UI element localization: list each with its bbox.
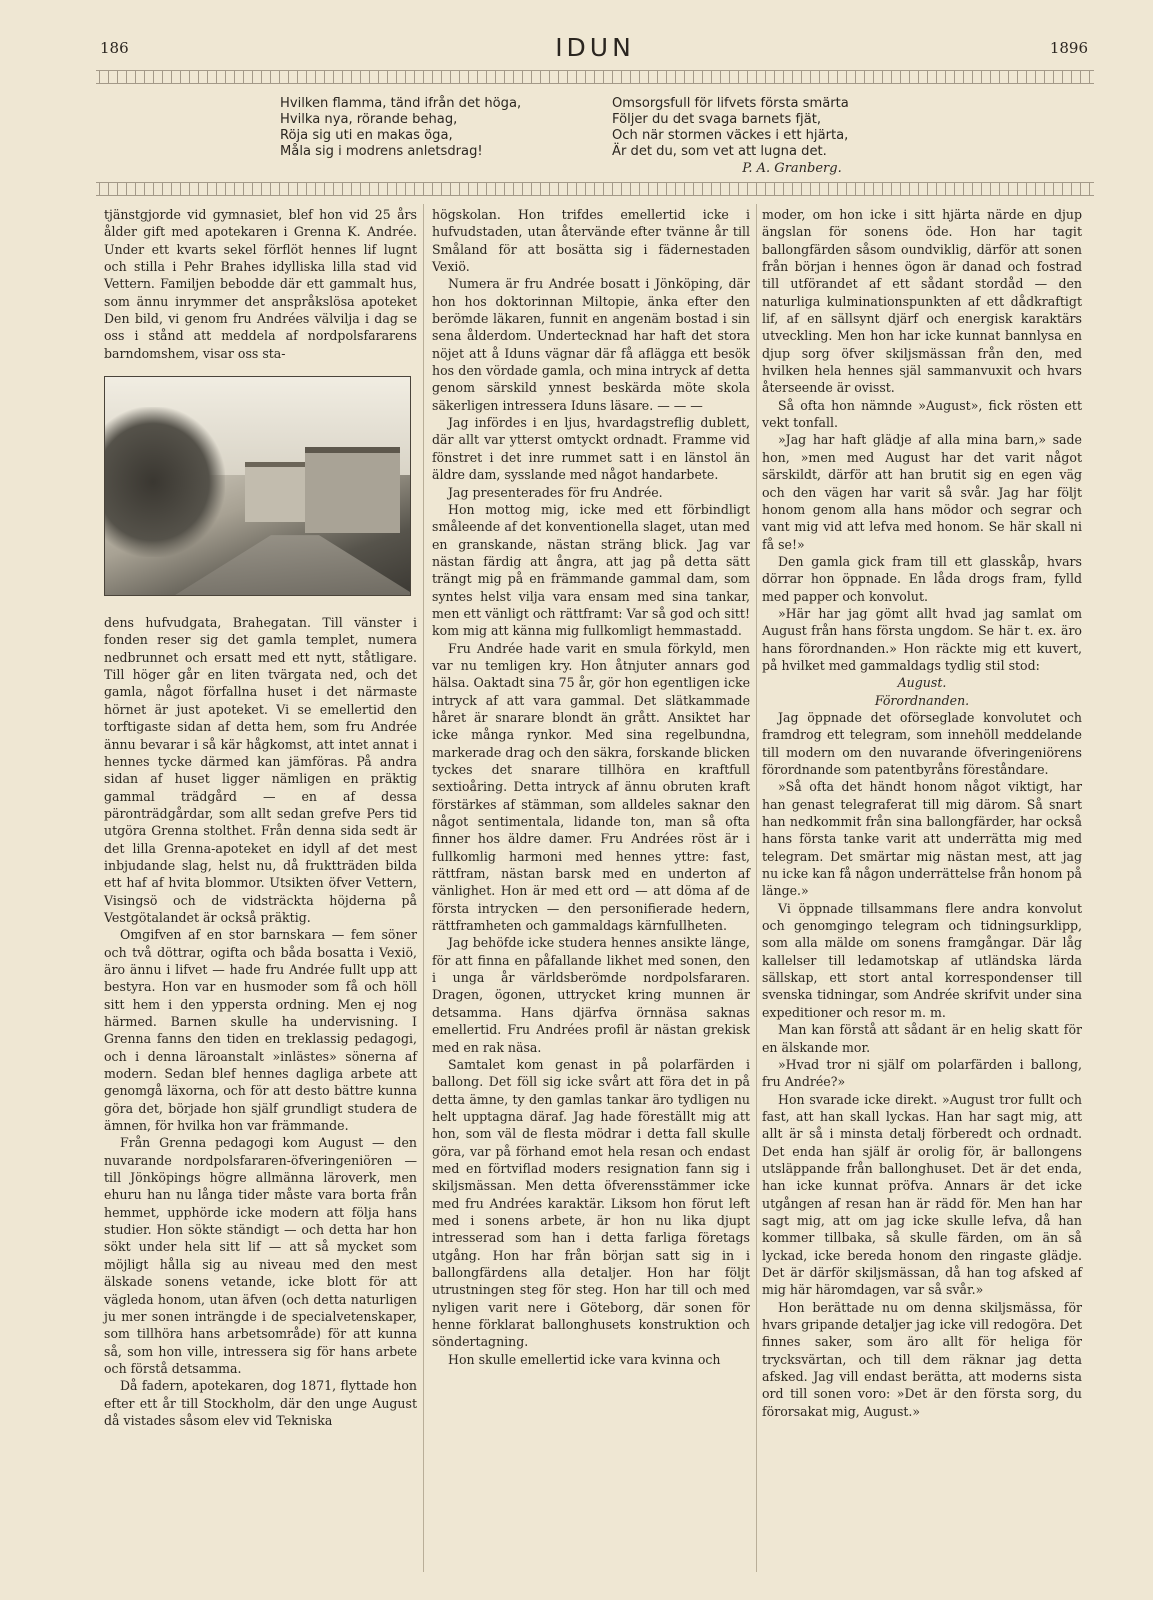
photo-grenna-street [104, 376, 411, 596]
poem-stanza-left [280, 96, 580, 160]
column-divider [423, 204, 424, 1572]
envelope-inscription: August. [897, 675, 947, 691]
paragraph: Vi öppnade tillsammans flere andra konvolut och genomgingo telegram och tidningsurklipp, som alla mälde om sonens framgångar. Där låg kallelser till ledamotskap af utländska lärda sällskap, ett stort antal korrespondenser till svenska tidningar, som Andrée skrifvit under sina expeditioner och resor m. m. [762, 900, 1082, 1020]
article-column-2 [432, 206, 750, 1368]
article-column-3 [762, 206, 1082, 1420]
paragraph: Fru Andrée hade varit en smula förkyld, men var nu temligen kry. Hon åtnjuter annars god hälsa. Oaktadt sina 75 år, gör hon egentligen icke intryck af att vara gammal. Det slätkammade håret är snarare blondt än grått. Ansiktet har icke många rynkor. Med sina regelbundna, markerade drag och den säkra, forskande blicken tyckes det snarare tillhöra en kraftfull sextioåring. Detta intryck af ännu obruten kraft förstärkes af stämman, som alldeles saknar den något sentimentala, lidande ton, man så ofta finner hos äldre damer. Fru Andrées röst är i fullkomlig harmoni med hennes yttre: fast, rättfram, nästan barsk med en underton af vänlighet. Hon är med ett ord — att döma af de första intrycken — den personifierade hedern, rättframheten och gammaldags kärnfullheten. [432, 640, 750, 934]
paragraph: tjänstgjorde vid gymnasiet, blef hon vid 25 års ålder gift med apotekaren i Grenna K. Andrée. Under ett kvarts sekel förflöt hennes lif lugnt och stilla i Pehr Brahes idylliska lilla stad vid Vettern. Familjen bebodde där ett gammalt hus, som ännu inrymmer det anspråkslösa apoteket Den bild, vi genom fru Andrées välvilja i dag se oss i stånd att meddela af nordpolsfararens barndomshem, visar oss sta- [104, 207, 417, 361]
paragraph: Hon svarade icke direkt. »August tror fullt och fast, att han skall lyckas. Han har sagt mig, att allt är så i minsta detalj förberedt och ordnadt. Det enda han själf är orolig för, är ballongens utsläppande från ballonghuset. Det är det enda, han icke kunnat pröfva. Annars är det icke utgången af resan han är rädd för. Men han har sagt mig, att om jag icke skulle lefva, då han kommer tillbaka, så skulle färden, om än så lyckad, icke bereda honom den ringaste glädje. Det är därför skiljsmässan, då han tog afsked af mig här häromdagen, var så svår.» [762, 1091, 1082, 1298]
poem-stanza-right [612, 96, 912, 177]
poem-line: Och när stormen väckes i ett hjärta, [612, 128, 849, 143]
poem-line: Måla sig i modrens anletsdrag! [280, 144, 483, 159]
paragraph: »Så ofta det händt honom något viktigt, har han genast telegraferat till mig därom. Så snart han nedkommit från sina ballongfärder, har också hans första tanke varit att underrätta mig med telegram. Det smärtar mig nästan mest, att jag nu icke kan få någon underrättelse från honom på länge.» [762, 779, 1083, 899]
paragraph: moder, om hon icke i sitt hjärta närde en djup ängslan för sonens öde. Hon har tagit ballongfärden såsom oundviklig, därför att sonen från början i hennes ögon är danad och fostrad till utförandet af ett sådant stordåd — den naturliga kulminationspunkten af ett dådkraftigt lif, af en sällsynt djärf och energisk karaktärs utveckling. Men hon har icke kunnat bannlysa en djup sorg öfver skiljsmässan från den, med hvilken hela hennes själ sammanvuxit och hvars återseende är ovisst. [762, 207, 1082, 396]
paragraph: Så ofta hon nämnde »August», fick rösten ett vekt tonfall. [762, 397, 1082, 431]
paragraph: Man kan förstå att sådant är en helig skatt för en älskande mor. [762, 1022, 1082, 1055]
paragraph: Jag öppnade det oförseglade konvolutet och framdrog ett telegram, som innehöll meddelande till modern om den nuvarande öfveringeniörens förordnande som patentbyråns föreståndare. [762, 709, 1082, 777]
paragraph: Samtalet kom genast in på polarfärden i ballong. Det föll sig icke svårt att föra det in på detta ämne, ty den gamlas tankar äro tydligen nu helt upptagna däraf. Jag hade föreställt mig att hon, som väl de flesta mödrar i detta fall skulle göra, var på förhand emot hela resan och endast med en förtviflad moders resignation fann sig i skiljsmässan. Men detta öfverensstämmer icke med fru Andrées karaktär. Liksom hon förut left med i sonens arbete, är hon nu lika djupt intresserad som han i detta farliga företags utgång. Hon har från början satt sig in i ballongfärdens alla detaljer. Hon har följt utrustningen steg för steg. Hon har till och med nyligen varit nere i Göteborg, där sonen för henne förklarat ballonghusets konstruktion och söndertagning. [432, 1056, 750, 1350]
poem-line: Omsorgsfull för lifvets första smärta [612, 96, 849, 111]
paragraph: dens hufvudgata, Brahegatan. Till vänster i fonden reser sig det gamla templet, numera nedbrunnet och ersatt med ett nytt, ståtligare. Till höger går en liten tvärgata ned, och det gamla, något förfallna huset i det närmaste hörnet är just apoteket. Vi se emellertid den torftigaste sidan af detta hem, som fru Andrée ännu bevarar i så kär hågkomst, att intet annat i hennes tycke därmed kan jämföras. På andra sidan af huset ligger nämligen en präktig gammal trädgård — en af dessa päronträdgårdar, som allt sedan grefve Pers tid utgöra Grenna stolthet. Från denna sida sedt är det lilla Grenna-apoteket en idyll af det mest inbjudande slag, helst nu, då fruktträden bilda ett haf af hvita blommor. Utsikten öfver Vettern, Visingsö och de vidsträckta höjderna på Vestgötalandet är också präktig. [104, 615, 417, 925]
column-divider [756, 204, 757, 1572]
paragraph: »Hvad tror ni själf om polarfärden i ballong, fru Andrée?» [762, 1056, 1082, 1090]
poem-line: Följer du det svaga barnets fjät, [612, 112, 822, 127]
paragraph: Då fadern, apotekaren, dog 1871, flyttade hon efter ett år till Stockholm, där den unge August då vistades såsom elev vid Tekniska [104, 1378, 417, 1428]
paragraph: Hon mottog mig, icke med ett förbindligt småleende af det konventionella slaget, utan med en granskande, nästan sträng blick. Jag var nästan färdig att ångra, att jag på detta sätt trängt mig på en främmande gammal dam, som syntes helst vilja vara ensam med sina tankar, men ett vänligt och rättframt: Var så god och sitt! kom mig att känna mig fullkomligt hemmastadd. [432, 501, 750, 639]
paragraph: Från Grenna pedagogi kom August — den nuvarande nordpolsfararen-öfveringeniören — till Jönköpings högre allmänna läroverk, men ehuru han nu långa tider måste vara borta från hemmet, upphörde icke modern att följa hans studier. Hon sökte ständigt — och detta har hon sökt under hela sitt lif — att så mycket som möjligt hålla sig au niveau med den mest älskade sonens vetande, icke blott för att vägleda honom, utan äfven (och detta naturligen ju mer sonen inträngde i de specialvetenskaper, som tillhöra hans arbetsområde) för att kunna så, som hon ville, intressera sig för hans arbete och förstå detsamma. [104, 1135, 417, 1376]
poem-line: Hvilka nya, rörande behag, [280, 112, 458, 127]
paragraph: Numera är fru Andrée bosatt i Jönköping, där hon hos doktorinnan Miltopie, änka efter den berömde läkaren, funnit en angenäm bostad i sin sena ålderdom. Undertecknad har haft det stora nöjet att å Iduns vägnar där få aflägga ett besök hos den vördade gamla, och mina intryck af detta genom särskild ynnest beskärda möte skola säkerligen intressera Iduns läsare. — — — [432, 276, 750, 413]
poem-line: Är det du, som vet att lugna det. [612, 144, 827, 159]
article-column-1 [104, 206, 417, 1429]
paragraph: Den gamla gick fram till ett glasskåp, hvars dörrar hon öppnade. En låda drogs fram, fylld med papper och konvolut. [762, 553, 1082, 604]
page-year: 1896 [1049, 39, 1088, 57]
paragraph: Hon skulle emellertid icke vara kvinna och [448, 1351, 721, 1367]
poem-signature: P. A. Granberg. [742, 161, 842, 176]
paragraph: Jag infördes i en ljus, hvardagstreflig dublett, där allt var ytterst omtyckt ordnadt. Framme vid fönstret i det inre rummet satt i en länstol än äldre dam, sysslande med något handarbete. [432, 415, 750, 483]
page-number: 186 [100, 39, 129, 57]
magazine-title: IDUN [555, 33, 635, 62]
poem-line: Hvilken flamma, tänd ifrån det höga, [280, 96, 522, 111]
paragraph: »Här har jag gömt allt hvad jag samlat om August från hans första ungdom. Se här t. ex. äro hans förordnanden.» Hon räckte mig ett kuvert, på hvilket med gammaldags tydlig stil stod: [762, 605, 1082, 673]
ornamental-border-middle [96, 182, 1094, 196]
ornamental-border-top [96, 70, 1094, 84]
envelope-inscription: Förordnanden. [874, 692, 970, 708]
paragraph: »Jag har haft glädje af alla mina barn,» sade hon, »men med August har det varit något särskildt, därför att han brutit sig en egen väg och den vägen har varit så svår. Jag har följt honom genom alla hans mödor och segrar och vant mig vid att lefva med honom. Se här skall ni få se!» [762, 432, 1082, 552]
page-header [96, 33, 1094, 65]
paragraph: Hon berättade nu om denna skiljsmässa, för hvars gripande detaljer jag icke vill redogöra. Det finnes saker, som äro allt för heliga för trycksvärtan, och till dem räknar jag detta afsked. Jag vill endast berätta, att moderns sista ord till sonen voro: »Det är den första sorg, du förorsakat mig, August.» [762, 1299, 1082, 1419]
paragraph: högskolan. Hon trifdes emellertid icke i hufvudstaden, utan återvände efter tvänne år till Småland för att bosätta sig i fädernestaden Vexiö. [432, 207, 750, 275]
paragraph: Jag presenterades för fru Andrée. [448, 484, 663, 500]
paragraph: Jag behöfde icke studera hennes ansikte länge, för att finna en påfallande likhet med sonen, den i unga år världsberömde nordpolsfararen. Dragen, ögonen, uttrycket kring munnen är detsamma. Hans djärfva örnnäsa saknas emellertid. Fru Andrées profil är nästan grekisk med en rak näsa. [432, 935, 750, 1055]
poem-line: Röja sig uti en makas öga, [280, 128, 453, 143]
paragraph: Omgifven af en stor barnskara — fem söner och två döttrar, ogifta och båda bosatta i Vexiö, äro ännu i lifvet — hade fru Andrée fullt upp att bestyra. Hon var en husmoder som få och höll sitt hem i den yppersta ordning. Men ej nog härmed. Barnen skulle ha undervisning. I Grenna fanns den tiden en treklassig pedagogi, och i denna läroanstalt »inlästes» sönerna af modern. Sedan blef hennes dagliga arbete att genomgå läxorna, och för att desto bättre kunna göra det, började hon själf grundligt studera de ämnen, för hvilka hon var främmande. [104, 927, 417, 1134]
